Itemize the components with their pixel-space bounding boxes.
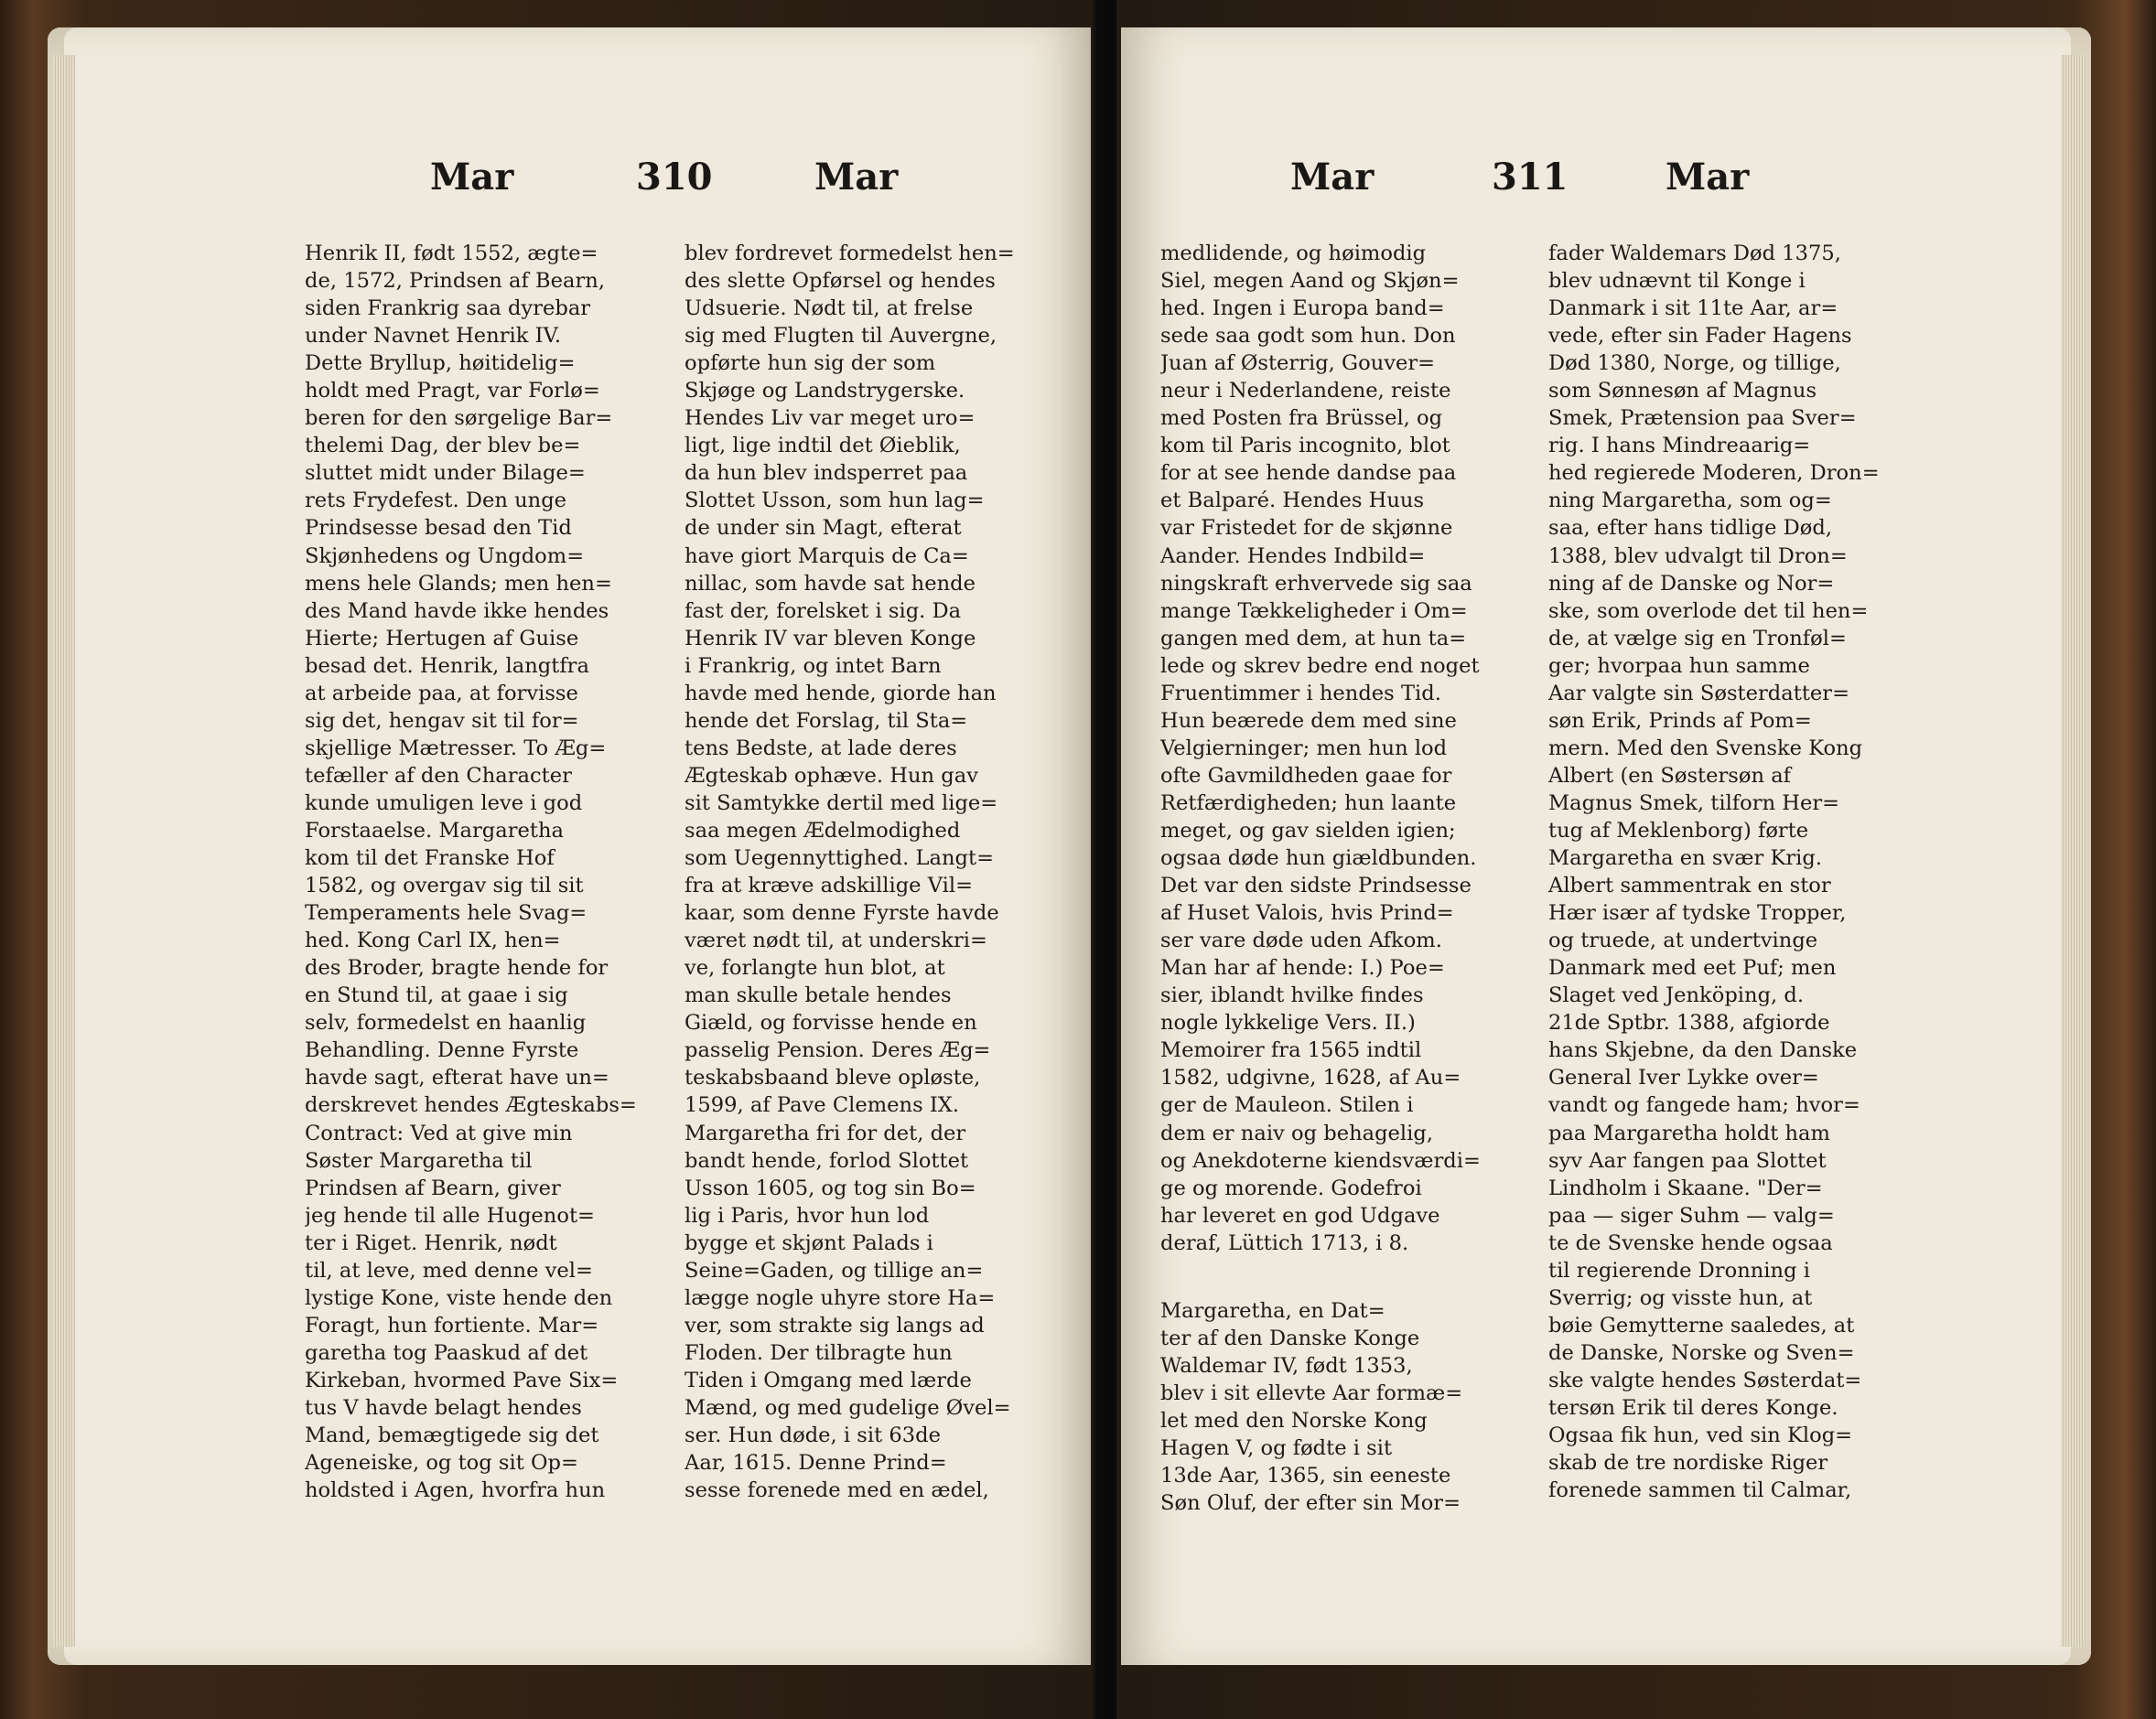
text-line: Retfærdigheden; hun laante [1160, 790, 1457, 815]
text-line: tus V havde belagt hendes [305, 1395, 582, 1420]
text-line: Skjønhedens og Ungdom= [305, 543, 585, 568]
text-line: bygge et skjønt Palads i [685, 1230, 933, 1255]
text-line: derskrevet hendes Ægteskabs= [305, 1093, 637, 1118]
text-line: som Uegennyttighed. Langt= [685, 846, 995, 871]
text-line: lig i Paris, hvor hun lod [685, 1203, 930, 1228]
text-line: og Anekdoterne kiendsværdi= [1160, 1148, 1481, 1173]
text-line: Man har af hende: I.) Poe= [1160, 956, 1445, 981]
text-line: opførte hun sig der som [685, 351, 936, 376]
text-line: sier, iblandt hvilke findes [1160, 983, 1424, 1008]
right-page-header [0, 156, 2156, 210]
text-line: Mand, bemægtigede sig det [305, 1424, 599, 1448]
text-line: 1582, og overgav sig til sit [305, 874, 584, 898]
text-line: ter af den Danske Konge [1160, 1326, 1420, 1350]
text-line: Temperaments hele Svag= [305, 901, 588, 926]
text-line: Ægteskab ophæve. Hun gav [685, 763, 978, 788]
text-line: Velgierninger; men hun lod [1160, 736, 1448, 760]
entry-separator [1160, 1257, 1506, 1297]
text-line: siden Frankrig saa dyrebar [305, 296, 591, 321]
text-line: mens hele Glands; men hen= [305, 571, 612, 596]
text-line: ofte Gavmildheden gaae for [1160, 763, 1452, 788]
right-page-edges [2061, 55, 2086, 1647]
text-line: hed regierede Moderen, Dron= [1548, 461, 1880, 486]
text-line: ger; hvorpaa hun samme [1548, 653, 1810, 678]
text-line: passelig Pension. Deres Æg= [685, 1038, 991, 1063]
text-line: 1388, blev udvalgt til Dron= [1548, 543, 1848, 568]
text-line: 1599, af Pave Clemens IX. [685, 1093, 960, 1118]
text-line: 21de Sptbr. 1388, afgiorde [1548, 1011, 1830, 1036]
header-right-word: Mar [814, 156, 899, 199]
text-line: sig det, hengav sit til for= [305, 708, 579, 733]
text-line: Margaretha en svær Krig. [1548, 846, 1823, 871]
text-line: Hendes Liv var meget uro= [685, 406, 976, 431]
text-line: holdsted i Agen, hvorfra hun [305, 1478, 606, 1503]
text-line: Sverrig; og visste hun, at [1548, 1285, 1813, 1310]
text-line: tefæller af den Character [305, 763, 572, 788]
text-line: Død 1380, Norge, og tillige, [1548, 351, 1841, 376]
header-right-word: Mar [1666, 156, 1750, 199]
text-line: Tiden i Omgang med lærde [685, 1368, 972, 1392]
text-line: rets Frydefest. Den unge [305, 489, 567, 513]
text-line: at arbeide paa, at forvisse [305, 681, 578, 705]
text-line: lede og skrev bedre end noget [1160, 653, 1480, 678]
text-line: fast der, forelsket i sig. Da [685, 598, 962, 623]
text-line: sede saa godt som hun. Don [1160, 324, 1456, 349]
text-line: havde sagt, efterat have un= [305, 1066, 609, 1090]
text-line: Ogsaa fik hun, ved sin Klog= [1548, 1424, 1853, 1448]
text-line: et Balparé. Hendes Huus [1160, 489, 1425, 513]
text-line: Søn Oluf, der efter sin Mor= [1160, 1491, 1461, 1516]
text-line: deraf, Lüttich 1713, i 8. [1160, 1230, 1409, 1255]
text-line: Hierte; Hertugen af Guise [305, 626, 579, 650]
text-line: fader Waldemars Død 1375, [1548, 242, 1841, 265]
text-line: ger de Mauleon. Stilen i [1160, 1093, 1414, 1118]
text-line: paa Margaretha holdt ham [1548, 1121, 1830, 1145]
text-line: vede, efter sin Fader Hagens [1548, 324, 1852, 349]
text-line: des Broder, bragte hende for [305, 956, 609, 981]
text-line: nogle lykkelige Vers. II.) [1160, 1011, 1416, 1036]
text-line: for at see hende dandse paa [1160, 461, 1457, 486]
text-line: Magnus Smek, tilforn Her= [1548, 790, 1840, 815]
text-line: Danmark med eet Puf; men [1548, 956, 1837, 981]
text-line: syv Aar fangen paa Slottet [1548, 1148, 1827, 1173]
text-line: Slottet Usson, som hun lag= [685, 489, 985, 513]
text-line: ser. Hun døde, i sit 63de [685, 1424, 941, 1448]
text-line: Prindsen af Bearn, giver [305, 1176, 561, 1200]
text-line: hende det Forslag, til Sta= [685, 708, 968, 733]
text-line: des Mand havde ikke hendes [305, 598, 609, 623]
text-line: Behandling. Denne Fyrste [305, 1038, 579, 1063]
text-line: Memoirer fra 1565 indtil [1160, 1038, 1422, 1063]
text-line: Søster Margaretha til [305, 1148, 533, 1173]
text-column-1 [305, 240, 651, 1504]
text-line: Albert sammentrak en stor [1548, 874, 1831, 898]
left-page-edges [53, 55, 75, 1647]
text-line: af Huset Valois, hvis Prind= [1160, 901, 1454, 926]
text-line: Usson 1605, og tog sin Bo= [685, 1176, 976, 1200]
text-line: dem er naiv og behagelig, [1160, 1121, 1434, 1145]
text-line: de under sin Magt, efterat [685, 516, 962, 541]
text-line: gangen med dem, at hun ta= [1160, 626, 1467, 650]
text-line: sig med Flugten til Auvergne, [685, 324, 997, 349]
text-line: hed. Kong Carl IX, hen= [305, 929, 561, 953]
book-gutter [1096, 0, 1116, 1719]
text-line: ogsaa døde hun giældbunden. [1160, 846, 1477, 871]
text-line: ske, som overlode det til hen= [1548, 598, 1869, 623]
text-line: te de Svenske hende ogsaa [1548, 1230, 1833, 1255]
text-line: Fruentimmer i hendes Tid. [1160, 681, 1441, 705]
text-line: Contract: Ved at give min [305, 1121, 573, 1145]
text-line: skjellige Mætresser. To Æg= [305, 736, 607, 760]
text-line: Hagen V, og fødte i sit [1160, 1435, 1393, 1460]
page-number-left: 310 [636, 156, 713, 199]
text-line: søn Erik, Prinds af Pom= [1548, 708, 1812, 733]
text-line: Aander. Hendes Indbild= [1160, 543, 1426, 568]
text-line: været nødt til, at underskri= [685, 929, 987, 953]
text-line: tens Bedste, at lade deres [685, 736, 957, 760]
text-line: Aar valgte sin Søsterdatter= [1548, 681, 1849, 705]
text-line: ning af de Danske og Nor= [1548, 571, 1835, 596]
text-line: sluttet midt under Bilage= [305, 461, 586, 486]
text-line: kunde umuligen leve i god [305, 790, 583, 815]
text-line: medlidende, og høimodig [1160, 242, 1427, 265]
text-line: blev udnævnt til Konge i [1548, 269, 1806, 294]
text-line: skab de tre nordiske Riger [1548, 1451, 1828, 1476]
page-number-right: 311 [1492, 156, 1568, 199]
text-line: mern. Med den Svenske Kong [1548, 736, 1863, 760]
text-line: de, 1572, Prindsen af Bearn, [305, 269, 605, 294]
text-line: Giæld, og forvisse hende en [685, 1011, 977, 1036]
text-line: under Navnet Henrik IV. [305, 324, 562, 349]
text-line: sit Samtykke dertil med lige= [685, 790, 998, 815]
text-line: selv, formedelst en haanlig [305, 1011, 587, 1036]
text-line: de Danske, Norske og Sven= [1548, 1340, 1855, 1365]
text-line: Hun beærede dem med sine [1160, 708, 1457, 733]
text-line: Mænd, og med gudelige Øvel= [685, 1395, 1011, 1420]
text-line: Foragt, hun fortiente. Mar= [305, 1313, 599, 1338]
text-line: Margaretha fri for det, der [685, 1121, 966, 1145]
text-line: Forstaaelse. Margaretha [305, 818, 564, 843]
text-line: Hær især af tydske Tropper, [1548, 901, 1847, 926]
text-line: besad det. Henrik, langtfra [305, 653, 589, 678]
header-left-word: Mar [1290, 156, 1374, 199]
text-line: Juan af Østerrig, Gouver= [1160, 351, 1436, 376]
text-column-4 [1548, 240, 1898, 1504]
text-line: hans Skjebne, da den Danske [1548, 1038, 1858, 1063]
text-line: jeg hende til alle Hugenot= [305, 1203, 595, 1228]
text-line: ligt, lige indtil det Øieblik, [685, 434, 961, 458]
text-line: ningskraft erhvervede sig saa [1160, 571, 1472, 596]
text-line: ve, forlangte hun blot, at [685, 956, 945, 981]
text-line: sesse forenede med en ædel, [685, 1478, 989, 1503]
text-line: forenede sammen til Calmar, [1548, 1478, 1852, 1503]
text-line: Prindsesse besad den Tid [305, 516, 572, 541]
text-line: Dette Bryllup, høitidelig= [305, 351, 576, 376]
text-line: rig. I hans Mindreaarig= [1548, 434, 1811, 458]
text-line: saa, efter hans tidlige Død, [1548, 516, 1833, 541]
text-line: Lindholm i Skaane. "Der= [1548, 1176, 1823, 1200]
text-line: Henrik IV var bleven Konge [685, 626, 976, 650]
text-line: havde med hende, giorde han [685, 681, 997, 705]
text-line: nillac, som havde sat hende [685, 571, 976, 596]
text-column-2 [685, 240, 1034, 1504]
text-line: man skulle betale hendes [685, 983, 952, 1008]
text-line: ver, som strakte sig langs ad [685, 1313, 985, 1338]
text-line: Det var den sidste Prindsesse [1160, 874, 1471, 898]
text-line: da hun blev indsperret paa [685, 461, 968, 486]
text-line: og truede, at undertvinge [1548, 929, 1818, 953]
text-line: Waldemar IV, født 1353, [1160, 1353, 1413, 1378]
text-line: bøie Gemytterne saaledes, at [1548, 1313, 1855, 1338]
text-line: Ageneiske, og tog sit Op= [305, 1451, 578, 1476]
text-line: kaar, som denne Fyrste havde [685, 901, 999, 926]
text-line: saa megen Ædelmodighed [685, 818, 961, 843]
header-left-word: Mar [430, 156, 514, 199]
text-line: Udsuerie. Nødt til, at frelse [685, 296, 974, 321]
text-line: lystige Kone, viste hende den [305, 1285, 613, 1310]
text-line: kom til det Franske Hof [305, 846, 555, 871]
text-line: 13de Aar, 1365, sin eeneste [1160, 1464, 1451, 1488]
text-line: vandt og fangede ham; hvor= [1548, 1093, 1860, 1118]
text-line: Floden. Der tilbragte hun [685, 1340, 953, 1365]
text-line: meget, og gav sielden igien; [1160, 818, 1456, 843]
text-line: ter i Riget. Henrik, nødt [305, 1230, 557, 1255]
text-line: Slaget ved Jenköping, d. [1548, 983, 1805, 1008]
text-line: Smek, Prætension paa Sver= [1548, 406, 1857, 431]
text-line: Danmark i sit 11te Aar, ar= [1548, 296, 1838, 321]
text-column-3 [1160, 240, 1506, 1517]
text-line: Kirkeban, hvormed Pave Six= [305, 1368, 619, 1392]
text-line: des slette Opførsel og hendes [685, 269, 996, 294]
text-line: ser vare døde uden Afkom. [1160, 929, 1442, 953]
text-line: i Frankrig, og intet Barn [685, 653, 942, 678]
text-line: Siel, megen Aand og Skjøn= [1160, 269, 1460, 294]
text-line: blev i sit ellevte Aar formæ= [1160, 1381, 1463, 1405]
text-line: garetha tog Paaskud af det [305, 1340, 588, 1365]
text-line: ning Margaretha, som og= [1548, 489, 1832, 513]
text-line: en Stund til, at gaae i sig [305, 983, 568, 1008]
text-line: beren for den sørgelige Bar= [305, 406, 613, 431]
text-line: neur i Nederlandene, reiste [1160, 379, 1451, 403]
text-line: thelemi Dag, der blev be= [305, 434, 581, 458]
text-line: til, at leve, med denne vel= [305, 1258, 593, 1283]
text-line: bandt hende, forlod Slottet [685, 1148, 969, 1173]
text-line: Aar, 1615. Denne Prind= [685, 1451, 947, 1476]
text-line: paa — siger Suhm — valg= [1548, 1203, 1835, 1228]
text-line: ge og morende. Godefroi [1160, 1176, 1422, 1200]
text-line: har leveret en god Udgave [1160, 1203, 1440, 1228]
text-line: de, at vælge sig en Tronføl= [1548, 626, 1847, 650]
text-line: tersøn Erik til deres Konge. [1548, 1395, 1838, 1420]
text-line: til regierende Dronning i [1548, 1258, 1810, 1283]
text-line: tug af Meklenborg) førte [1548, 818, 1809, 843]
text-line: Skjøge og Landstrygerske. [685, 379, 965, 403]
text-line: lægge nogle uhyre store Ha= [685, 1285, 996, 1310]
text-line: General Iver Lykke over= [1548, 1066, 1819, 1090]
text-line: som Sønnesøn af Magnus [1548, 379, 1817, 403]
text-line: Henrik II, født 1552, ægte= [305, 242, 598, 265]
text-line: var Fristedet for de skjønne [1160, 516, 1453, 541]
text-line: teskabsbaand bleve opløste, [685, 1066, 981, 1090]
text-line: Margaretha, en Dat= [1160, 1298, 1385, 1323]
text-line: have giort Marquis de Ca= [685, 543, 969, 568]
text-line: 1582, udgivne, 1628, af Au= [1160, 1066, 1461, 1090]
text-line: Seine=Gaden, og tillige an= [685, 1258, 984, 1283]
text-line: holdt med Pragt, var Forlø= [305, 379, 600, 403]
text-line: med Posten fra Brüssel, og [1160, 406, 1443, 431]
text-line: kom til Paris incognito, blot [1160, 434, 1450, 458]
text-line: let med den Norske Kong [1160, 1408, 1428, 1433]
text-line: Albert (en Søstersøn af [1548, 763, 1792, 788]
text-line: ske valgte hendes Søsterdat= [1548, 1368, 1862, 1392]
text-line: blev fordrevet formedelst hen= [685, 242, 1015, 265]
text-line: fra at kræve adskillige Vil= [685, 874, 974, 898]
text-line: hed. Ingen i Europa band= [1160, 296, 1445, 321]
text-line: mange Tækkeligheder i Om= [1160, 598, 1468, 623]
